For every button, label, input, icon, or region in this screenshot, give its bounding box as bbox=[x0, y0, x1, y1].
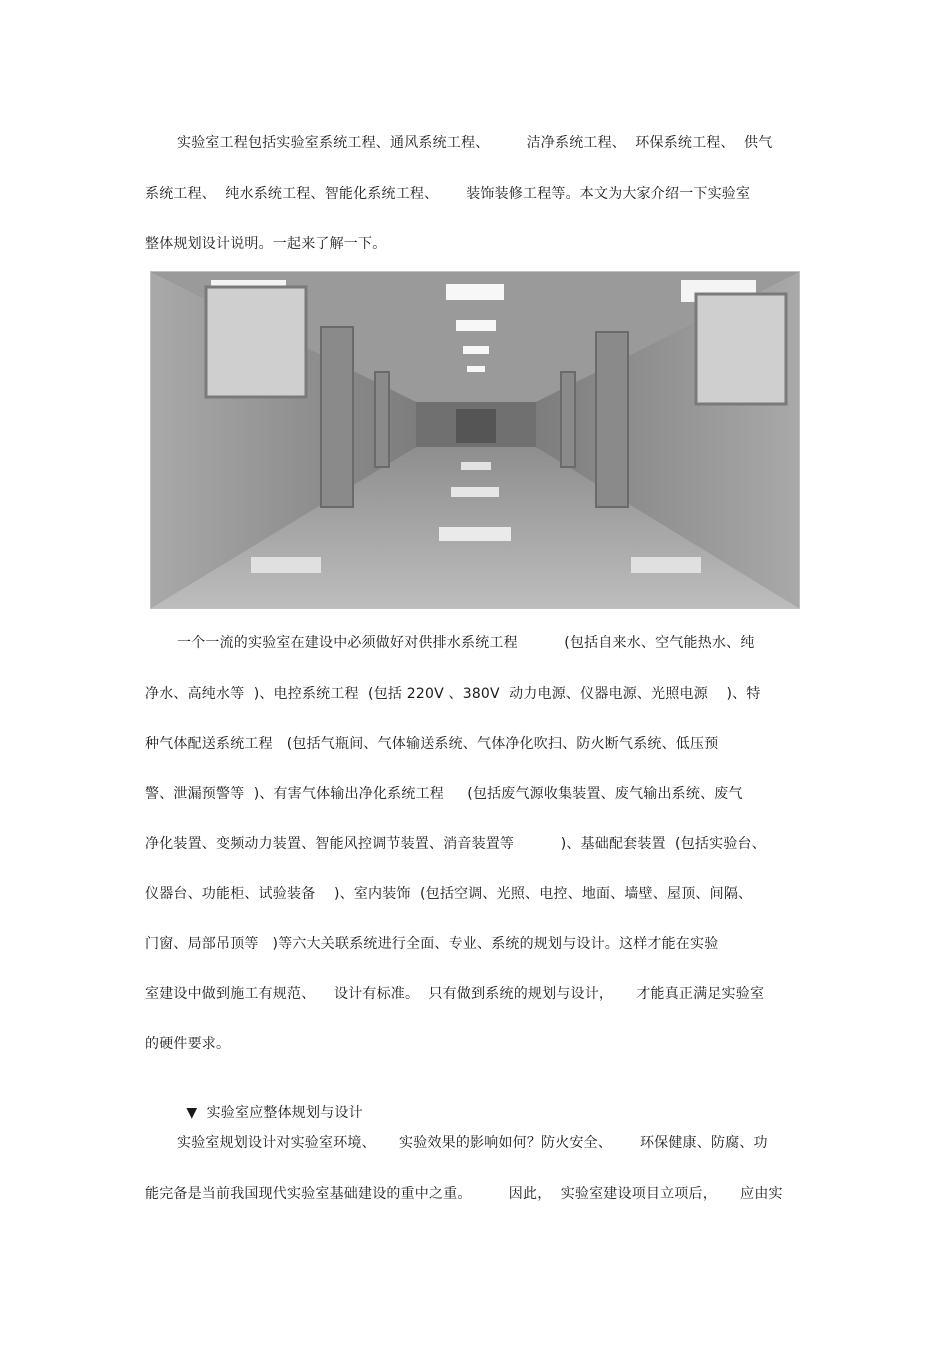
text-line: 门窗、局部吊顶等 )等六大关联系统进行全面、专业、系统的规划与设计。这样才能在实验 bbox=[145, 936, 719, 952]
text-line: 净水、高纯水等 )、电控系统工程 (包括 220V 、380V 动力电源、仪器电源、光照电源 )、特 bbox=[145, 686, 761, 702]
text-line: 实验室规划设计对实验室环境、 实验效果的影响如何？防火安全、 环保健康、防腐、功 bbox=[177, 1135, 768, 1151]
text-line: 一个一流的实验室在建设中必须做好对供排水系统工程 (包括自来水、空气能热水、纯 bbox=[177, 635, 755, 651]
section-heading-text: 实验室应整体规划与设计 bbox=[206, 1105, 363, 1121]
text-line: 整体规划设计说明。一起来了解一下。 bbox=[145, 236, 387, 252]
text-line: 警、泄漏预警等 )、有害气体输出净化系统工程 (包括废气源收集装置、废气输出系统、废气 bbox=[145, 786, 743, 802]
text-line: 实验室工程包括实验室系统工程、通风系统工程、 洁净系统工程、 环保系统工程、 供气 bbox=[177, 135, 773, 151]
lab-corridor-photo bbox=[150, 271, 800, 609]
text-line: 净化装置、变频动力装置、智能风控调节装置、消音装置等 )、基础配套装置 (包括实验台、 bbox=[145, 836, 766, 852]
corridor-illustration bbox=[151, 272, 799, 608]
text-line: 系统工程、 纯水系统工程、智能化系统工程、 装饰装修工程等。本文为大家介绍一下实验室 bbox=[145, 186, 751, 202]
text-line: 仪器台、功能柜、试验装备 )、室内装饰 (包括空调、光照、电控、地面、墙壁、屋顶、间隔、 bbox=[145, 886, 753, 902]
triangle-down-icon: ▼ bbox=[186, 1105, 198, 1121]
text-line: 种气体配送系统工程 (包括气瓶间、气体输送系统、气体净化吹扫、防火断气系统、低压预 bbox=[145, 736, 719, 752]
text-line: 的硬件要求。 bbox=[145, 1036, 231, 1052]
text-line: 能完备是当前我国现代实验室基础建设的重中之重。 因此， 实验室建设项目立项后， 应由实 bbox=[145, 1186, 783, 1202]
section-heading bbox=[177, 1083, 839, 1123]
text-line: 室建设中做到施工有规范、 设计有标准。 只有做到系统的规划与设计， 才能真正满足实验室 bbox=[145, 986, 765, 1002]
